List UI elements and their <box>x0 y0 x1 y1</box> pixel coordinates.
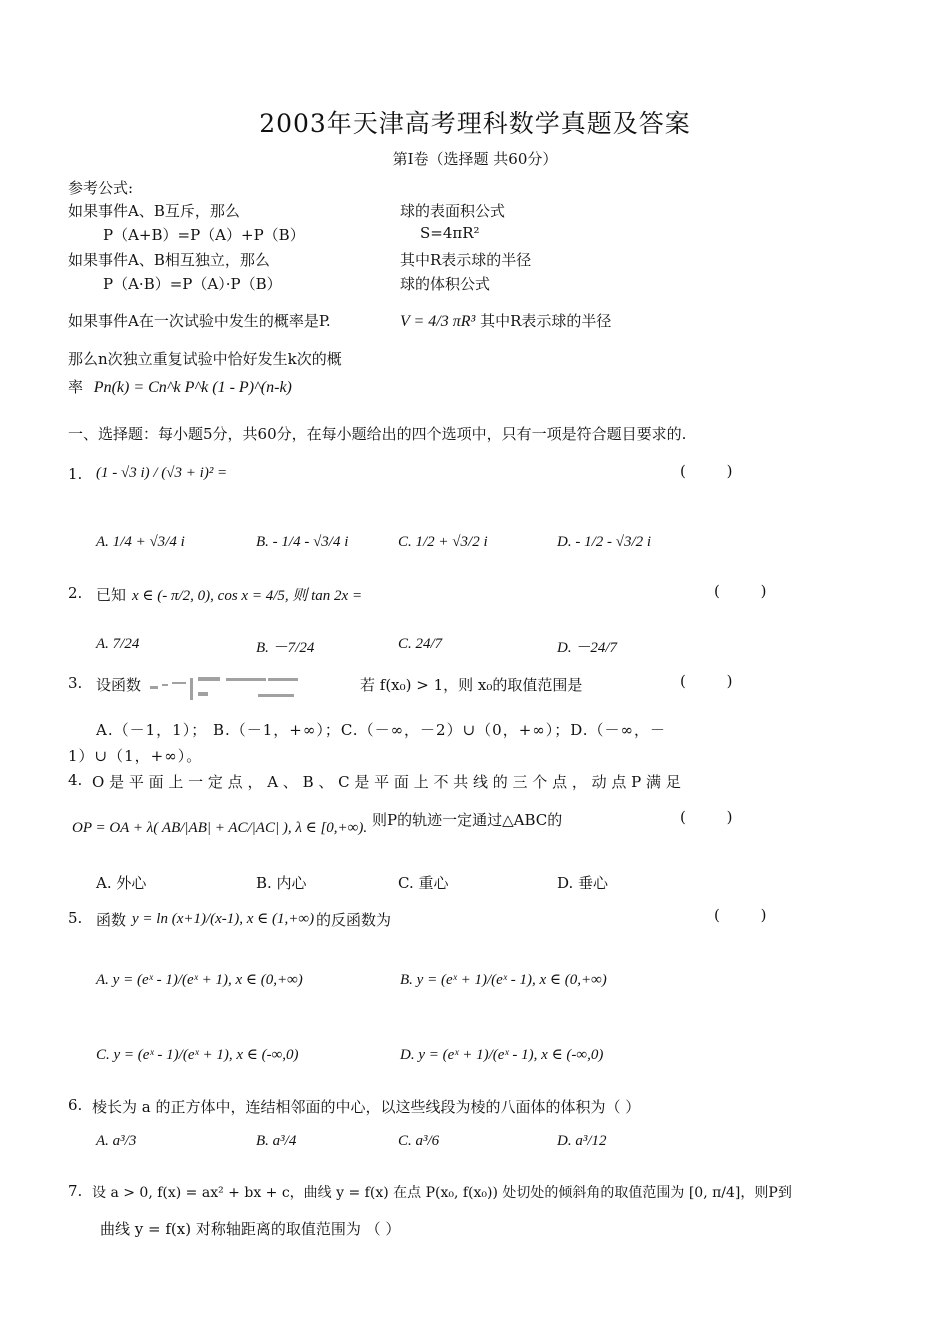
q2-option-d: D. －24/7 <box>557 640 618 656</box>
q3-options-line2: 1）∪（1，+∞）。 <box>68 747 203 765</box>
q5-option-a: A. y = (eˣ - 1)/(eˣ + 1), x ∈ (0,+∞) <box>96 972 303 988</box>
q2-expression: x ∈ (- π/2, 0), cos x = 4/5, 则 tan 2x = <box>132 588 363 604</box>
q3-text: 设函数 <box>96 676 142 694</box>
formula-right-2: S=4πR² <box>420 224 480 242</box>
q4-answer-blank[interactable]: ( ) <box>680 808 751 826</box>
q4-text: O 是 平 面 上 一 定 点 ， A 、 B 、 C 是 平 面 上 不 共 线 的 三 个 点 ， 动 点 P 满 足 <box>92 773 681 791</box>
q2-text: 已知 <box>96 586 127 604</box>
q5-tail: 的反函数为 <box>316 911 392 929</box>
formula-right-1: 球的表面积公式 <box>400 202 506 220</box>
section-heading: 一、选择题：每小题5分，共60分，在每小题给出的四个选项中，只有一项是符合题目要求的. <box>68 425 687 443</box>
formula-left-6: 那么n次独立重复试验中恰好发生k次的概 <box>68 350 342 368</box>
volume-formula: V = 4/3 πR³ <box>400 313 476 330</box>
q2-number: 2. <box>68 584 83 602</box>
q6-option-c: C. a³/6 <box>398 1133 440 1149</box>
q7-number: 7. <box>68 1182 83 1200</box>
q1-answer-blank[interactable]: ( ) <box>680 462 751 480</box>
formula-left-4: P（A·B）=P（A）·P（B） <box>103 275 282 293</box>
page-title: 2003年天津高考理科数学真题及答案 <box>259 109 691 138</box>
q5-option-d: D. y = (eˣ + 1)/(eˣ - 1), x ∈ (-∞,0) <box>400 1047 604 1063</box>
q1-number: 1. <box>68 465 83 483</box>
q4-option-c: C. 重心 <box>398 874 449 892</box>
q6-text: 棱长为 a 的正方体中，连结相邻面的中心，以这些线段为棱的八面体的体积为（ ） <box>92 1098 641 1116</box>
q3-answer-blank[interactable]: ( ) <box>680 672 751 690</box>
formula-right-5: V = 4/3 πR³ 其中R表示球的半径 <box>400 312 612 330</box>
q6-option-b: B. a³/4 <box>256 1133 297 1149</box>
formula-left-5: 如果事件A在一次试验中发生的概率是P. <box>68 312 331 330</box>
q4-tail: 则P的轨迹一定通过△ABC的 <box>372 811 563 829</box>
q3-options-line1: A.（－1，1）； B.（－1，+∞）；C.（－∞，－2）∪（0，+∞）；D.（－∞，－ <box>96 721 667 739</box>
q2-option-a: A. 7/24 <box>96 636 140 652</box>
q1-expression: (1 - √3 i) / (√3 + i)² = <box>96 465 228 481</box>
q5-answer-blank[interactable]: ( ) <box>714 906 785 924</box>
q4-expression: OP = OA + λ( AB/|AB| + AC/|AC| ), λ ∈ [0,+∞). <box>72 820 368 836</box>
q6-number: 6. <box>68 1096 83 1114</box>
q3-condition: 若 f(x₀) > 1，则 x₀的取值范围是 <box>360 676 583 694</box>
q5-number: 5. <box>68 909 83 927</box>
page-subtitle: 第Ⅰ卷（选择题 共60分） <box>392 150 558 168</box>
q3-number: 3. <box>68 674 83 692</box>
formula-left-3: 如果事件A、B相互独立，那么 <box>68 251 270 269</box>
q1-option-a: A. 1/4 + √3/4 i <box>96 534 185 550</box>
formulas-heading: 参考公式: <box>68 179 134 197</box>
binomial-formula: Pn(k) = Cn^k P^k (1 - P)^(n-k) <box>93 379 292 396</box>
formula-left-1: 如果事件A、B互斥，那么 <box>68 202 240 220</box>
q1-option-b: B. - 1/4 - √3/4 i <box>256 534 349 550</box>
q5-option-b: B. y = (eˣ + 1)/(eˣ - 1), x ∈ (0,+∞) <box>400 972 607 988</box>
q4-option-a: A. 外心 <box>96 874 147 892</box>
q4-option-b: B. 内心 <box>256 874 307 892</box>
formula-left-7: 率 Pn(k) = Cn^k P^k (1 - P)^(n-k) <box>68 378 292 396</box>
q2-answer-blank[interactable]: ( ) <box>714 582 785 600</box>
q5-option-c: C. y = (eˣ - 1)/(eˣ + 1), x ∈ (-∞,0) <box>96 1047 299 1063</box>
q4-number: 4. <box>68 771 83 789</box>
q5-text: 函数 <box>96 911 127 929</box>
q4-option-d: D. 垂心 <box>557 874 609 892</box>
formula-left-2: P（A+B）=P（A）+P（B） <box>103 226 305 244</box>
q7-line1: 设 a > 0, f(x) = ax² + bx + c，曲线 y = f(x) 在点 P(x₀, f(x₀)) 处切处的倾斜角的取值范围为 [0, π/4]，则P到 <box>92 1185 792 1201</box>
q2-option-c: C. 24/7 <box>398 636 443 652</box>
q7-line2: 曲线 y = f(x) 对称轴距离的取值范围为 （ ） <box>100 1220 401 1238</box>
formula-right-4: 球的体积公式 <box>400 275 491 293</box>
formula-right-3: 其中R表示球的半径 <box>400 251 532 269</box>
q1-option-d: D. - 1/2 - √3/2 i <box>557 534 652 550</box>
q2-option-b: B. －7/24 <box>256 640 315 656</box>
q6-option-d: D. a³/12 <box>557 1133 607 1149</box>
q1-option-c: C. 1/2 + √3/2 i <box>398 534 488 550</box>
q3-piecewise-figure <box>148 672 358 704</box>
q6-option-a: A. a³/3 <box>96 1133 137 1149</box>
q5-expression: y = ln (x+1)/(x-1), x ∈ (1,+∞) <box>132 911 315 927</box>
